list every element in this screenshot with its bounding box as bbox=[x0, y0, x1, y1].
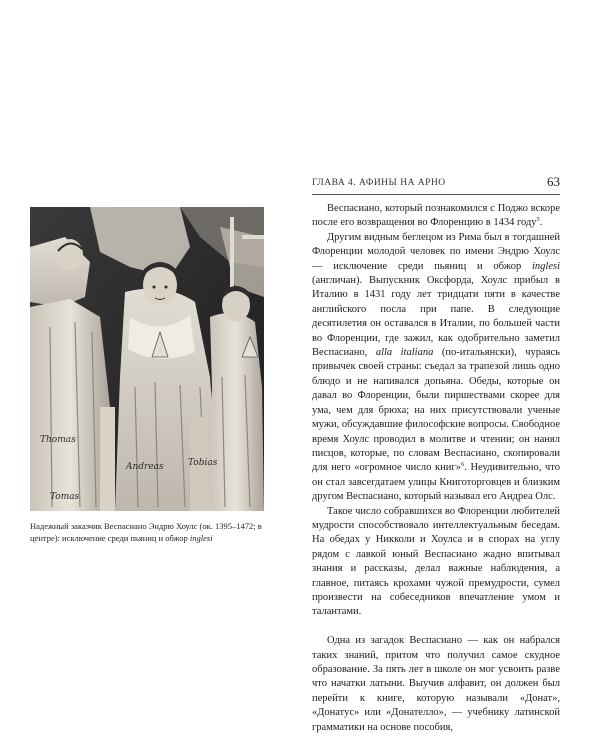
italic-alla-italiana: alla italiana bbox=[375, 347, 434, 359]
paragraph-2-part-b: (англичан). Выпускник Оксфорда, Хоулс прибыл в Италию в 1431 году лет тридцати пяти в качестве английского посла при папе. В следующие десятилетия он оставался в Италии, по большей части во Флоренции, где зажил, как одобрительно заметил Веспасиано, bbox=[312, 275, 560, 359]
italic-inglesi: inglesi bbox=[532, 260, 560, 272]
paragraph-1-text: Веспасиано, который познакомился с Поджо вскоре после его возвращения во Флоренцию в 1434 году bbox=[312, 203, 560, 229]
paragraph-1 bbox=[312, 202, 560, 231]
caption-italic: inglesi bbox=[189, 532, 213, 543]
page-number: 63 bbox=[547, 174, 560, 189]
fresco-figure bbox=[30, 207, 264, 511]
footnote-marker-5: 5 bbox=[536, 216, 540, 224]
paragraph-2-part-a: Другим видным беглецом из Рима был в тогдашней Флоренции молодой человек по имени Эндрю Хоулс — исключение среди пьяниц и обжор bbox=[312, 231, 560, 272]
figure-caption bbox=[30, 521, 276, 544]
paragraph-2-part-c: (по-итальянски), чураясь привычек своей страны: съедал за трапезой лишь одно блюдо и не напивался допьяна. Обеды, которые он давал во Флоренции, были пиршествами скорее для ума, чем для брюха; на них присутствовали ученые мужи, обсуждавшие философские вопросы. Свободное время Хоулс проводил в молитве и чтении; он нанял писцов, которые, по словам Веспасиано, скопировали для него «огромное число книг» bbox=[312, 347, 560, 474]
label-tobias: Tobias bbox=[188, 458, 218, 468]
label-tomas: Tomas bbox=[50, 492, 80, 502]
paragraph-4: Одна из загадок Веспасиано — как он набрался таких знаний, притом что получил самое скудное образование. За пять лет в школе он мог усвоить разве что начатки латыни. Выучив алфавит, он должен был перейти к книге, которую называли «Донат», «Донатус» или «Донателло», — учебнику латинской грамматики на основе пособия, bbox=[312, 635, 560, 733]
paragraph-3: Такое число собравшихся во Флоренции любителей мудрости способствовало интеллектуальным беседам. На обедах у Никколи и Хоулса и в спорах на углу рядом с лавкой юный Веспасиано жадно впитывал знания и рассказы, делал важные наблюдения, а главное, питаясь крохами чужой премудрости, сумел произвести на собеседников впечатление умом и талантами. bbox=[312, 505, 560, 618]
label-andreas: Andreas bbox=[126, 462, 164, 472]
paragraph-1-end: . bbox=[539, 217, 543, 229]
fresco-illustration bbox=[30, 207, 264, 511]
label-thomas: Thomas bbox=[40, 435, 76, 445]
paragraph-2 bbox=[312, 231, 560, 505]
body-text bbox=[312, 202, 560, 735]
paragraph-2-part-d: . Неудивительно, что он стал завсегдатаем улицы Книготорговцев и близким другом Веспасиано, который называл его Андреа Олс. bbox=[312, 462, 560, 503]
running-head: ГЛАВА 4. АФИНЫ НА АРНО bbox=[312, 178, 446, 188]
header-rule bbox=[312, 194, 560, 195]
caption-text: Надежный заказчик Веспасиано Эндрю Хоулс (ок. 1395–1472; в центре): исключение среди пьяниц и обжор bbox=[30, 521, 262, 543]
footnote-marker-6: 6 bbox=[460, 461, 465, 469]
